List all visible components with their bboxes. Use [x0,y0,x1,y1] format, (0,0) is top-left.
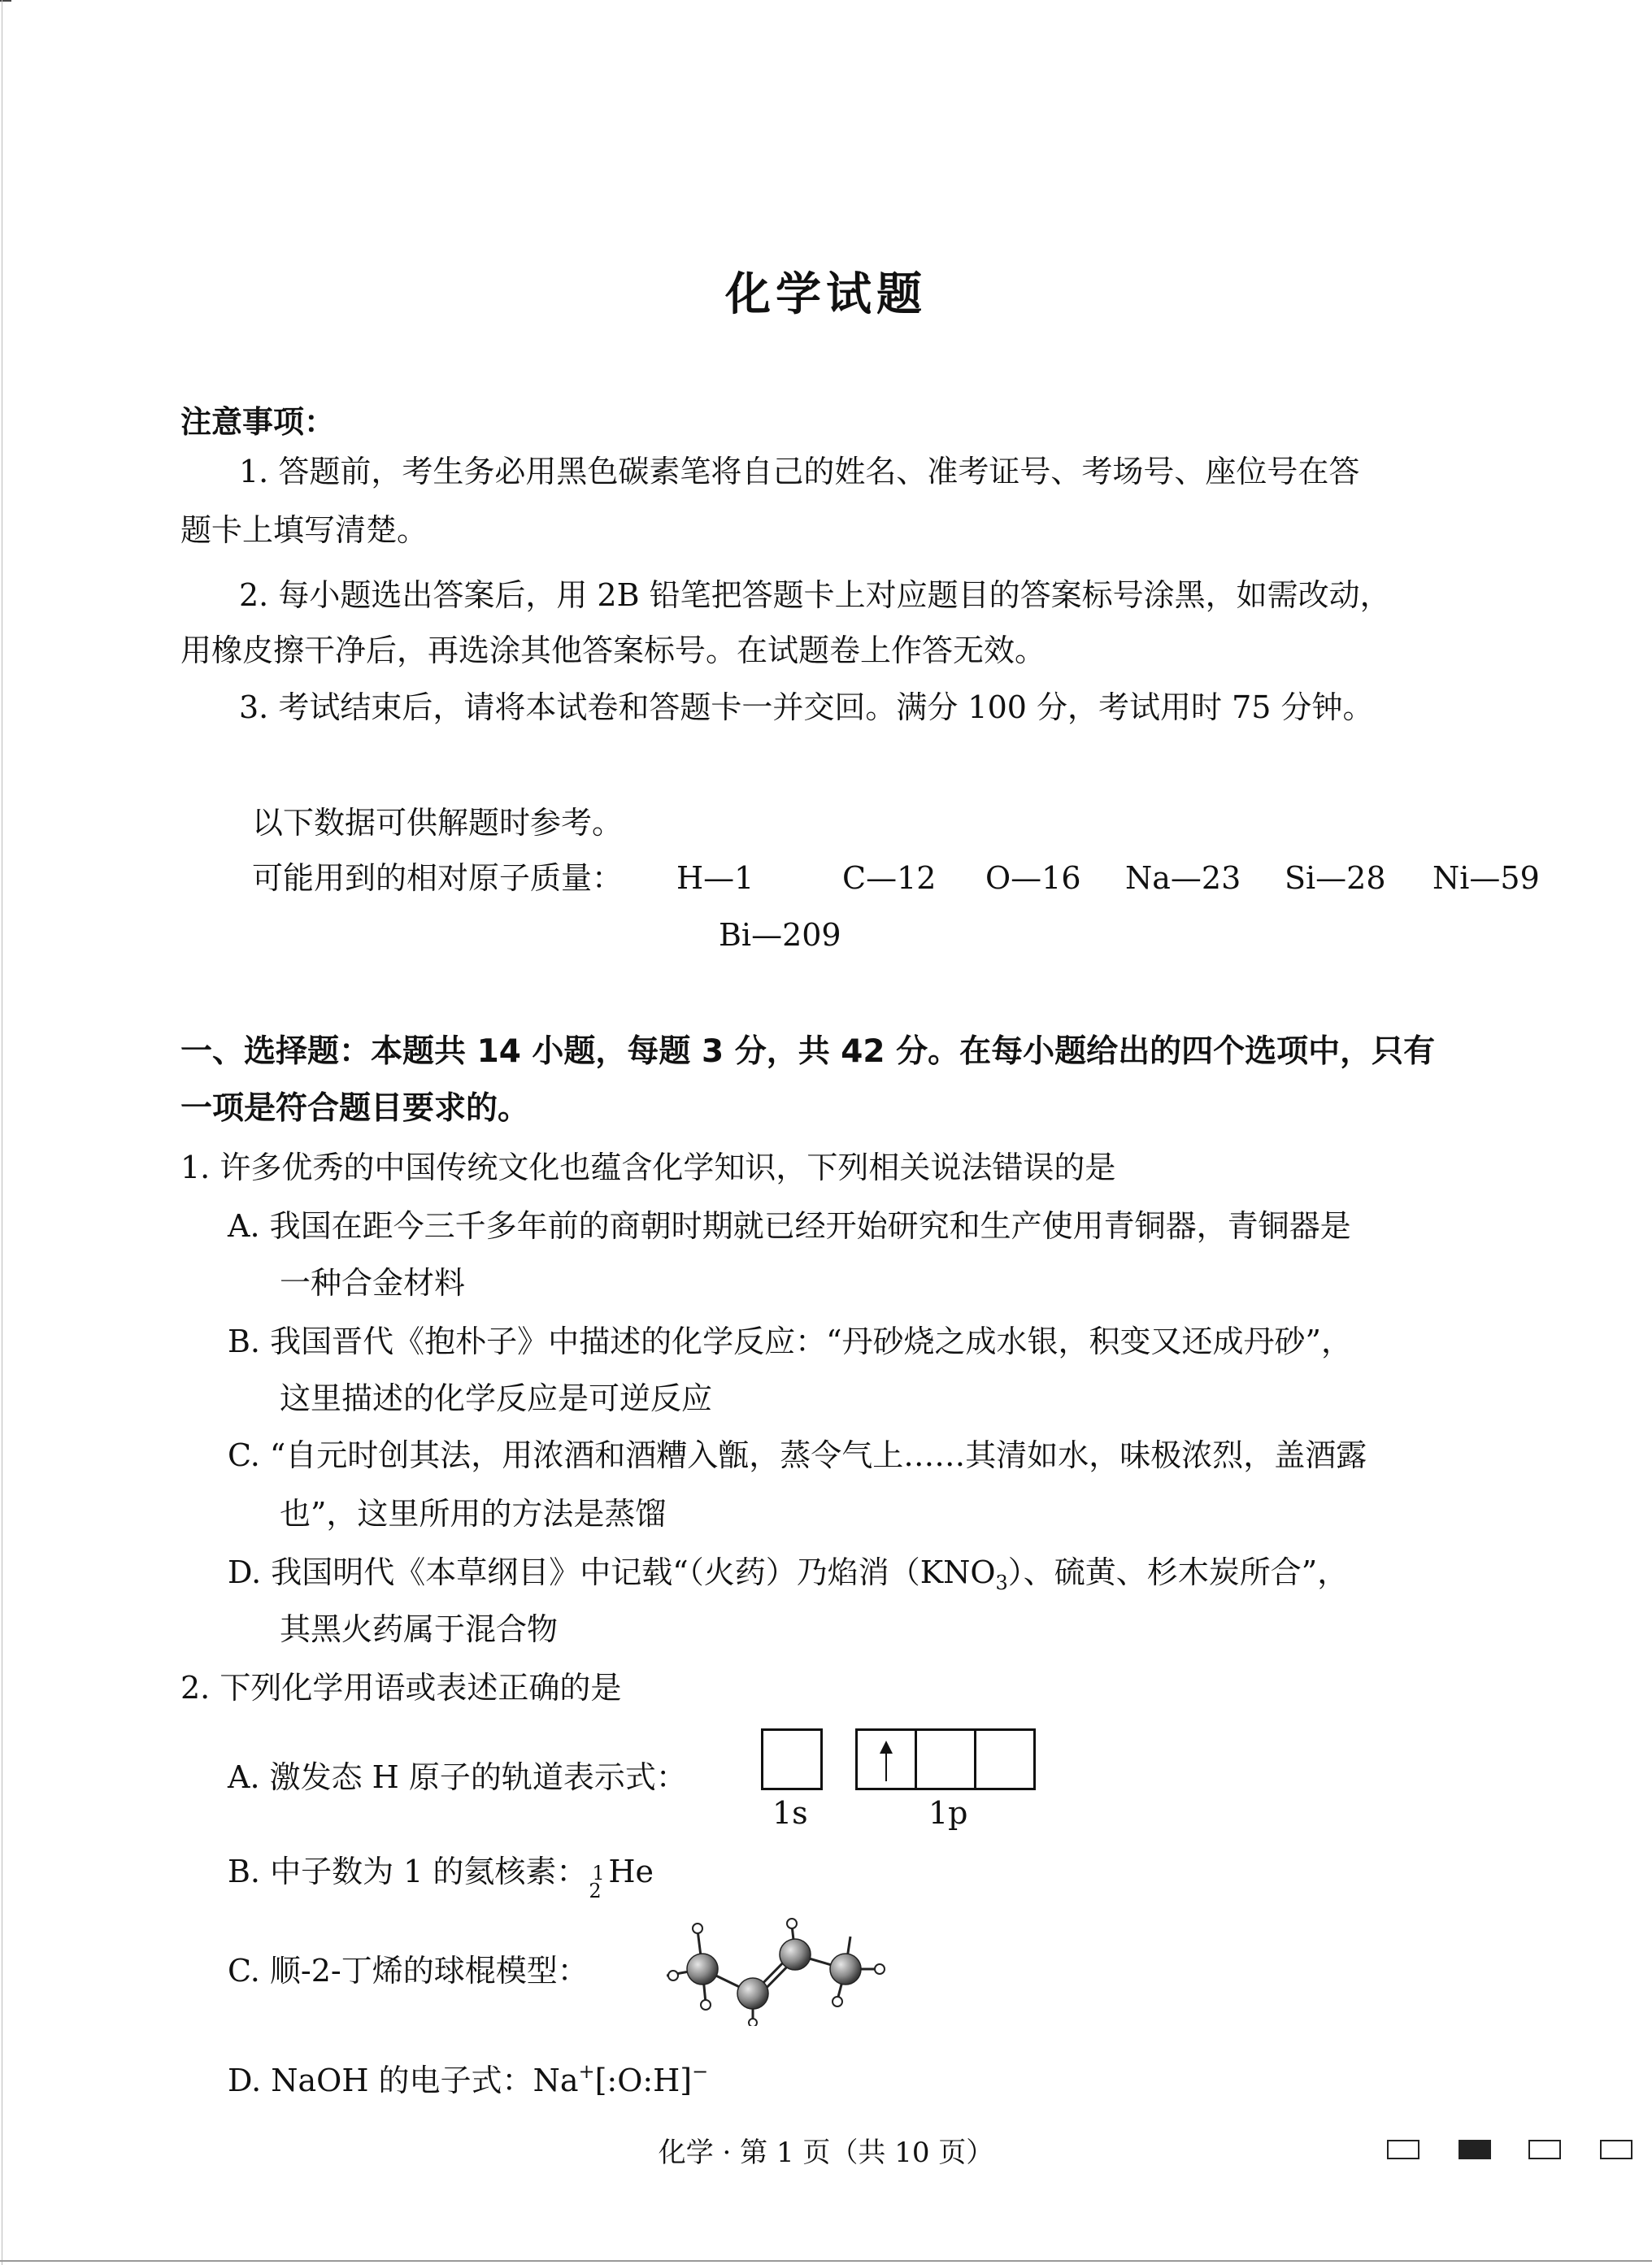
q1-option-a-line-2: 一种合金材料 [280,1265,466,1301]
helium-nuclide-notation [587,1850,608,1902]
orbital-box-1p-1 [855,1728,917,1790]
mass-h: H—1 [676,860,754,896]
page-marker-1 [1387,2140,1419,2159]
element-symbol: He [608,1854,654,1889]
q1-option-a-line-1: A. 我国在距今三千多年前的商朝时期就已经开始研究和生产使用青铜器，青铜器是 [228,1208,1351,1244]
mass-na: Na—23 [1125,860,1241,896]
q1-option-b-line-1: B. 我国晋代《抱朴子》中描述的化学反应：“丹砂烧之成水银，积变又还成丹砂”， [228,1324,1352,1359]
q1-stem: 1. 许多优秀的中国传统文化也蕴含化学知识，下列相关说法错误的是 [180,1150,1116,1185]
mass-si: Si—28 [1285,860,1386,896]
notes-heading: 注意事项： [180,404,336,440]
section-heading-line-2: 一项是符合题目要求的。 [180,1090,530,1127]
page-marker-2-filled [1459,2140,1491,2159]
bottom-edge-line [0,2260,1652,2262]
q1-option-d-post: ）、硫黄、杉木炭所合”， [1007,1554,1349,1590]
q1-option-d-subscript: 3 [995,1572,1008,1594]
q2-option-a: A. 激发态 H 原子的轨道表示式： [228,1759,687,1795]
q2-option-b-text: B. 中子数为 1 的氦核素： [228,1854,588,1889]
q2-option-c: C. 顺-2-丁烯的球棍模型： [228,1953,589,1989]
section-heading-line-1: 一、选择题：本题共 14 小题，每题 3 分，共 42 分。在每小题给出的四个选项中，只有 [180,1033,1436,1070]
formula-plus-charge: + [578,2060,595,2083]
q2-option-d [228,2050,708,2102]
note-2-line-2: 用橡皮擦干净后，再选涂其他答案标号。在试题卷上作答无效。 [180,633,1046,668]
q2-option-d-text: D. NaOH 的电子式： [228,2063,533,2098]
mass-o: O—16 [985,860,1081,896]
note-3: 3. 考试结束后，请将本试卷和答题卡一并交回。满分 100 分，考试用时 75 分钟。 [239,689,1374,725]
orbital-box-1p-2 [915,1728,976,1790]
note-1-line-1: 1. 答题前，考生务必用黑色碳素笔将自己的姓名、准考证号、考场号、座位号在答 [239,454,1360,489]
q1-option-c-line-1: C. “自元时创其法，用浓酒和酒糟入甑，蒸令气上……其清如水，味极浓烈，盖酒露 [228,1437,1367,1473]
q1-option-b-line-2: 这里描述的化学反应是可逆反应 [280,1380,713,1416]
formula-na: Na [533,2063,579,2098]
q1-option-c-line-2: 也”，这里所用的方法是蒸馏 [280,1496,667,1532]
orbital-label-1s: 1s [772,1795,808,1831]
q2-option-b [228,1850,654,1902]
page-marker-3 [1528,2140,1561,2159]
orbital-box-1p-3 [974,1728,1036,1790]
atomic-number: 2 [589,1880,602,1902]
note-1-line-2: 题卡上填写清楚。 [180,512,428,548]
mass-bi: Bi—209 [719,917,841,953]
page-title: 化学试题 [725,268,927,321]
orbital-label-1p: 1p [928,1795,968,1831]
mass-c: C—12 [842,860,937,896]
atomic-mass-label: 可能用到的相对原子质量： [252,860,624,896]
note-2-line-1: 2. 每小题选出答案后，用 2B 铅笔把答题卡上对应题目的答案标号涂黑，如需改动， [239,577,1391,613]
q2-stem: 2. 下列化学用语或表述正确的是 [180,1670,622,1706]
q1-option-d-pre: D. 我国明代《本草纲目》中记载“（火药）乃焰消（KNO [228,1554,996,1590]
page-marker-4 [1600,2140,1632,2159]
orbital-box-1s [761,1728,823,1790]
page-footer: 化学 · 第 1 页（共 10 页） [658,2137,994,2169]
reference-intro: 以下数据可供解题时参考。 [252,805,624,841]
mass-number: 1 [592,1862,605,1885]
cis-2-butene-ball-and-stick-model [667,1912,894,2026]
q1-option-d-line-1 [228,1551,1348,1604]
formula-minus-charge: − [692,2060,709,2083]
formula-hydroxide: [:O:H] [594,2063,693,2098]
mass-ni: Ni—59 [1432,860,1540,896]
q1-option-d-line-2: 其黑火药属于混合物 [280,1611,559,1647]
electron-spin-up-arrow-icon [885,1744,887,1781]
